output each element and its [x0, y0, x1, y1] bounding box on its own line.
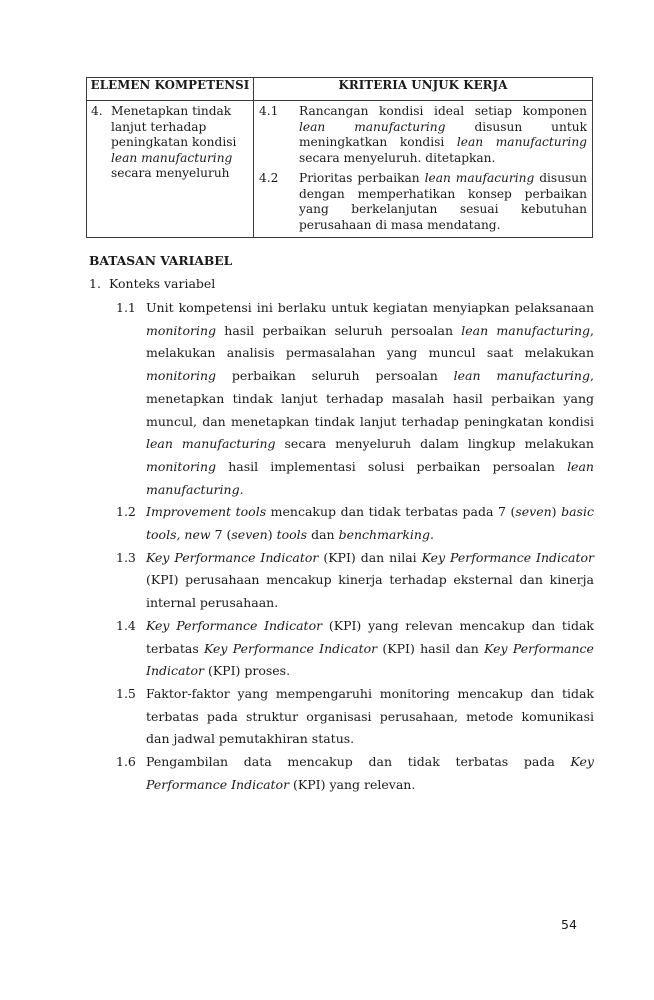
list-item [116, 615, 594, 683]
table-row [87, 101, 593, 238]
item-number: 1.2 [116, 504, 136, 520]
list-item [116, 683, 594, 751]
item-number: 1.3 [116, 549, 136, 565]
list-item [116, 297, 594, 501]
item-text: Key Performance Indicator (KPI) dan nilai Key Performance Indicator (KPI) perusahaan mencakup kinerja terhadap eksternal dan kinerja internal perusahaan. [146, 549, 594, 611]
competency-table [86, 77, 593, 238]
list-item [116, 501, 594, 546]
element-number: 4. [91, 104, 103, 118]
list-item [116, 547, 594, 615]
criteria-text: Rancangan kondisi ideal setiap komponen lean manufacturing disusun untuk meningkatkan kondisi lean manufacturing secara menyeluruh. ditetapkan. [299, 104, 587, 165]
criteria-item [259, 171, 587, 233]
page-number: 54 [561, 917, 577, 932]
item-number: 1.1 [116, 300, 136, 315]
criteria-number: 4.2 [259, 171, 279, 185]
criteria-item [259, 104, 587, 166]
header-elemen-kompetensi: ELEMEN KOMPETENSI [87, 78, 254, 101]
criteria-number: 4.1 [259, 104, 279, 118]
item-number: 1.4 [116, 617, 136, 633]
table-header-row [87, 78, 593, 101]
context-label: Konteks variabel [109, 276, 216, 291]
criteria-cell [254, 101, 593, 238]
context-list [116, 297, 594, 796]
header-kriteria-unjuk-kerja: KRITERIA UNJUK KERJA [254, 78, 593, 101]
list-item [116, 751, 594, 796]
element-text: Menetapkan tindak lanjut terhadap peningkatan kondisi lean manufacturing secara menyeluruh [111, 104, 237, 180]
section-title: BATASAN VARIABEL [89, 253, 233, 268]
item-number: 1.5 [116, 685, 136, 701]
item-text: Improvement tools mencakup dan tidak terbatas pada 7 (seven) basic tools, new 7 (seven) tools dan benchmarking. [146, 504, 594, 543]
item-text: Pengambilan data mencakup dan tidak terbatas pada Key Performance Indicator (KPI) yang relevan. [146, 754, 594, 792]
item-number: 1.6 [116, 754, 136, 770]
item-text: Unit kompetensi ini berlaku untuk kegiatan menyiapkan pelaksanaan monitoring hasil perbaikan seluruh persoalan lean manufacturing, melakukan analisis permasalahan yang muncul saat melakukan monitoring perbaikan seluruh persoalan lean manufacturing, menetapkan tindak lanjut terhadap masalah hasil perbaikan yang muncul, dan menetapkan tindak lanjut terhadap peningkatan kondisi lean manufacturing secara menyeluruh dalam lingkup melakukan monitoring hasil implementasi solusi perbaikan persoalan lean manufacturing. [146, 300, 594, 497]
item-text: Faktor-faktor yang mempengaruhi monitoring mencakup dan tidak terbatas pada struktur organisasi perusahaan, metode komunikasi dan jadwal pemutakhiran status. [146, 685, 594, 747]
element-cell [87, 101, 254, 238]
criteria-text: Prioritas perbaikan lean maufacuring disusun dengan memperhatikan konsep perbaikan yang berkelanjutan sesuai kebutuhan perusahaan di masa mendatang. [299, 171, 587, 232]
context-heading [89, 276, 215, 291]
context-number: 1. [89, 276, 101, 291]
item-text: Key Performance Indicator (KPI) yang relevan mencakup dan tidak terbatas Key Performance Indicator (KPI) hasil dan Key Performance Indicator (KPI) proses. [146, 617, 594, 679]
